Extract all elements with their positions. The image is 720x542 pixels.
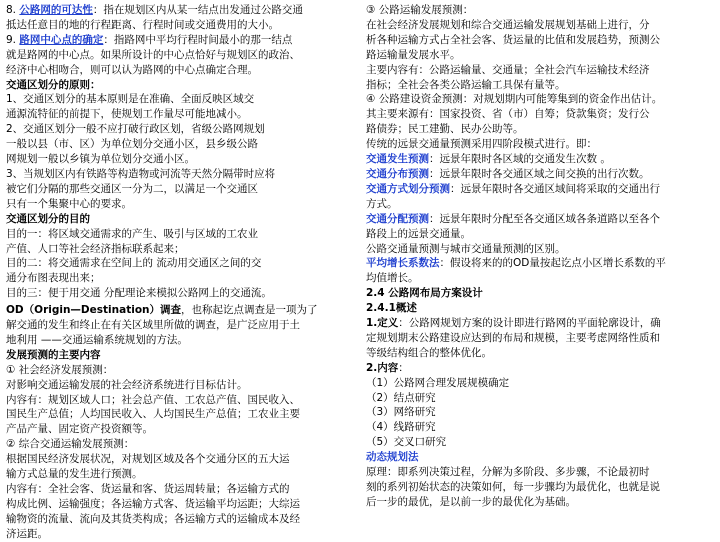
text-line: [366, 301, 714, 316]
text-segment: ：远景年限时各交通区域间将采取的交通出行: [450, 182, 660, 195]
text-segment: 国民生产总值；人均国民收入、人均国民生产总值；工农业主要: [6, 408, 300, 421]
text-line: [366, 227, 714, 242]
text-line: [6, 378, 352, 393]
text-segment: 只有一个集聚中心的要求。: [6, 197, 132, 210]
text-line: [6, 363, 352, 378]
text-segment: ② 综合交通运输发展预测：: [6, 438, 135, 451]
text-line: [6, 92, 352, 107]
text-segment: 在社会经济发展规划和综合交通运输发展规划基础上进行，分: [366, 18, 650, 31]
text-segment: 析各种运输方式占全社会客、货运量的比值和发展趋势，预测公: [366, 33, 660, 46]
highlighted-term: 2.内容: [366, 361, 399, 374]
text-line: [366, 122, 714, 137]
text-line: [6, 152, 352, 167]
text-segment: 输方式总量的发生进行预测。: [6, 468, 143, 481]
text-line: [366, 197, 714, 212]
text-segment: 刻的系列初始状态的决策如何，每一步骤均为最优化，也就是说: [366, 481, 660, 493]
text-line: [6, 18, 352, 33]
highlighted-term: 交通发生预测: [366, 153, 429, 166]
text-segment: 地利用 ——交通运输系统规划的方法。: [6, 333, 188, 346]
text-segment: 均值增长。: [366, 272, 419, 285]
text-segment: 公路交通量预测与城市交通量预测的区别。: [366, 242, 566, 255]
text-line: [366, 391, 714, 406]
text-segment: 定规划期末公路建设应达到的布局和规模，主要考虑网络性质和: [366, 331, 660, 344]
text-line: [366, 316, 714, 331]
text-line: [366, 495, 714, 510]
text-line: [6, 348, 352, 363]
text-line: [366, 107, 714, 122]
text-line: [366, 361, 714, 376]
text-line: [6, 318, 352, 333]
text-segment: 2、交通区划分一般不应打破行政区划，省级公路网规划: [6, 123, 265, 136]
text-segment: 方式。: [366, 197, 398, 210]
text-segment: ：指在规划区内从某一结点出发通过公路交通: [92, 4, 303, 16]
text-line: [6, 167, 352, 182]
text-line: [366, 346, 714, 361]
text-line: [366, 78, 714, 93]
text-line: [366, 435, 714, 450]
text-segment: 9.: [6, 33, 20, 46]
text-segment: 3、当规划区内有铁路等构造物或河流等天然分隔带时应将: [6, 167, 276, 180]
text-segment: 经济中心相吻合，则可以认为路网的中心点确定合理。: [6, 63, 258, 76]
text-segment: 网规划一般以乡镇为单位划分交通小区。: [6, 153, 195, 166]
text-line: [366, 271, 714, 286]
text-segment: （5）交叉口研究: [366, 436, 447, 449]
text-line: [366, 376, 714, 391]
text-segment: 一般以县（市、区）为单位划分交通小区，县乡级公路: [6, 138, 258, 151]
text-line: [6, 212, 352, 227]
highlighted-term: 路网中心点的确定: [19, 33, 104, 46]
text-line: [6, 107, 352, 122]
text-line: [366, 182, 714, 197]
text-segment: 原理：即系列决策过程，分解为多阶段、多步骤，不论最初时: [366, 466, 650, 479]
text-line: [366, 137, 714, 152]
text-segment: （2）结点研究: [366, 391, 436, 404]
text-segment: 构成比例、运输强度；各运输方式客、货运输平均运距；大综运: [6, 497, 300, 510]
text-segment: （3）网络研究: [366, 406, 436, 419]
text-segment: 抵达任意目的地的行程距离、行程时间或交通费用的大小。: [6, 18, 279, 31]
text-segment: ④ 公路建设资金预测：对规划期内可能筹集到的资金作出估计。: [366, 93, 663, 106]
text-segment: 传统的远景交通量预测采用四阶段模式进行。即：: [366, 138, 597, 151]
text-segment: 1、交通区划分的基本原则是在准确、全面反映区域交: [6, 93, 255, 106]
highlighted-term: 动态规划法: [366, 451, 419, 464]
text-line: [6, 422, 352, 437]
text-line: [366, 48, 714, 63]
text-segment: ① 社会经济发展预测：: [6, 363, 114, 376]
text-segment: 其主要来源有：国家投资、省（市）自筹；贷款集资；发行公: [366, 108, 650, 121]
text-line: [6, 303, 352, 318]
text-segment: （4）线路研究: [366, 421, 436, 434]
text-line: [366, 18, 714, 33]
text-line: [366, 63, 714, 78]
text-line: [6, 256, 352, 271]
text-segment: 路段上的远景交通量。: [366, 227, 471, 240]
highlighted-term: 发展预测的主要内容: [6, 348, 101, 361]
text-segment: 通源流特征的前提下，使规划工作量尽可能地减小。: [6, 108, 248, 121]
text-line: [6, 512, 352, 527]
text-segment: ：远景年限时分配至各交通区域各条道路以至各个: [429, 212, 660, 225]
text-segment: ：远景年限时各交通区域之间交换的出行次数。: [429, 167, 650, 180]
text-segment: 解交通的发生和终止在有关区域里所做的调查，是广泛应用于土: [6, 319, 300, 332]
highlighted-term: 交通分布预测: [366, 167, 429, 180]
text-line: [366, 242, 714, 257]
text-line: [6, 407, 352, 422]
text-line: [6, 3, 352, 18]
text-segment: 内容有：全社会客、货运量和客、货运周转量；各运输方式的: [6, 483, 290, 495]
text-line: [366, 450, 714, 465]
text-segment: 产值、人口等社会经济指标联系起来；: [6, 242, 185, 255]
text-line: [6, 78, 352, 93]
text-line: [6, 227, 352, 242]
text-segment: 目的一：将区域交通需求的产生、吸引与区域的工农业: [6, 227, 258, 240]
highlighted-term: 交通区划分的原则：: [6, 78, 101, 91]
right-column: [366, 3, 714, 510]
text-segment: 路运输量发展水平。: [366, 48, 461, 61]
text-segment: 内容有：规划区域人口；社会总产值、工农总产值、国民收入、: [6, 393, 300, 406]
text-line: [366, 152, 714, 167]
text-segment: 后一步的最优，是以前一步的最优化为基础。: [366, 495, 576, 508]
text-line: [366, 331, 714, 346]
text-segment: 根据国民经济发展状况，对规划区域及各个交通分区的五大运: [6, 453, 290, 466]
text-line: [6, 48, 352, 63]
text-segment: ③ 公路运输发展预测：: [366, 4, 474, 16]
text-line: [6, 286, 352, 301]
text-line: [6, 137, 352, 152]
text-line: [6, 452, 352, 467]
highlighted-term: 2.4 公路网布局方案设计: [366, 287, 483, 300]
text-segment: 主要内容有：公路运输量、交通量；全社会汽车运输技术经济: [366, 63, 650, 76]
text-line: [366, 33, 714, 48]
text-line: [6, 122, 352, 137]
text-line: [6, 197, 352, 212]
text-segment: 指标；全社会各类公路运输工具保有量等。: [366, 78, 566, 91]
highlighted-term: 平均增长系数法: [366, 257, 440, 270]
text-line: [6, 467, 352, 482]
text-segment: 目的三：便于用交通 分配理论来模拟公路网上的交通流。: [6, 287, 272, 300]
highlighted-term: 交通方式划分预测: [366, 182, 450, 195]
text-segment: ：公路网规划方案的设计即进行路网的平面轮廓设计，确: [398, 317, 661, 330]
text-segment: 通分布图表现出来；: [6, 272, 101, 285]
text-segment: 等级结构组合的整体优化。: [366, 346, 492, 359]
text-segment: 目的二：将交通需求在空间上的 流动用交通区之间的交: [6, 257, 262, 270]
text-line: [366, 256, 714, 271]
text-line: [6, 333, 352, 348]
text-line: [366, 405, 714, 420]
text-line: [6, 482, 352, 497]
text-segment: ：指路网中平均行程时间最小的那一结点: [103, 33, 293, 46]
text-line: [6, 271, 352, 286]
text-line: [6, 242, 352, 257]
text-line: [6, 33, 352, 48]
text-line: [6, 497, 352, 512]
left-column: [6, 3, 352, 542]
text-line: [366, 420, 714, 435]
text-line: [366, 92, 714, 107]
text-segment: ：假设将来的的OD量按起讫点小区增长系数的平: [439, 257, 666, 270]
text-line: [366, 465, 714, 480]
text-line: [6, 393, 352, 408]
text-line: [6, 182, 352, 197]
highlighted-term: OD（Origin—Destination）调查: [6, 304, 182, 317]
text-line: [6, 437, 352, 452]
text-line: [366, 167, 714, 182]
text-segment: 路债券；民工建勤、民办公助等。: [366, 123, 524, 136]
text-line: [366, 480, 714, 495]
text-line: [6, 527, 352, 542]
highlighted-term: 交通区划分的目的: [6, 212, 90, 225]
highlighted-term: 公路网的可达性: [19, 4, 93, 16]
highlighted-term: 2.4.1概述: [366, 302, 417, 315]
text-segment: ：远景年限时各区域的交通发生次数 。: [429, 153, 611, 166]
text-segment: 被它们分隔的那些交通区一分为二，以满足一个交通区: [6, 182, 258, 195]
text-segment: ：: [398, 361, 409, 374]
text-segment: 输物资的流量、流向及其货类构成；各运输方式的运输成本及经: [6, 512, 300, 525]
text-segment: 就是路网的中心点。如果所设计的中心点恰好与规划区的政治、: [6, 48, 300, 61]
text-segment: 8.: [6, 4, 20, 16]
text-segment: ，也称起讫点调查是一项为了: [181, 304, 318, 317]
text-line: [366, 212, 714, 227]
text-segment: 产品产量、固定资产投资额等。: [6, 423, 153, 436]
text-line: [366, 286, 714, 301]
text-line: [366, 3, 714, 18]
text-segment: （1）公路网合理发展规模确定: [366, 376, 510, 389]
highlighted-term: 交通分配预测: [366, 212, 429, 225]
text-line: [6, 63, 352, 78]
text-segment: 济运距。: [6, 527, 48, 540]
highlighted-term: 1.定义: [366, 317, 399, 330]
text-segment: 对影响交通运输发展的社会经济系统进行目标估计。: [6, 378, 248, 391]
